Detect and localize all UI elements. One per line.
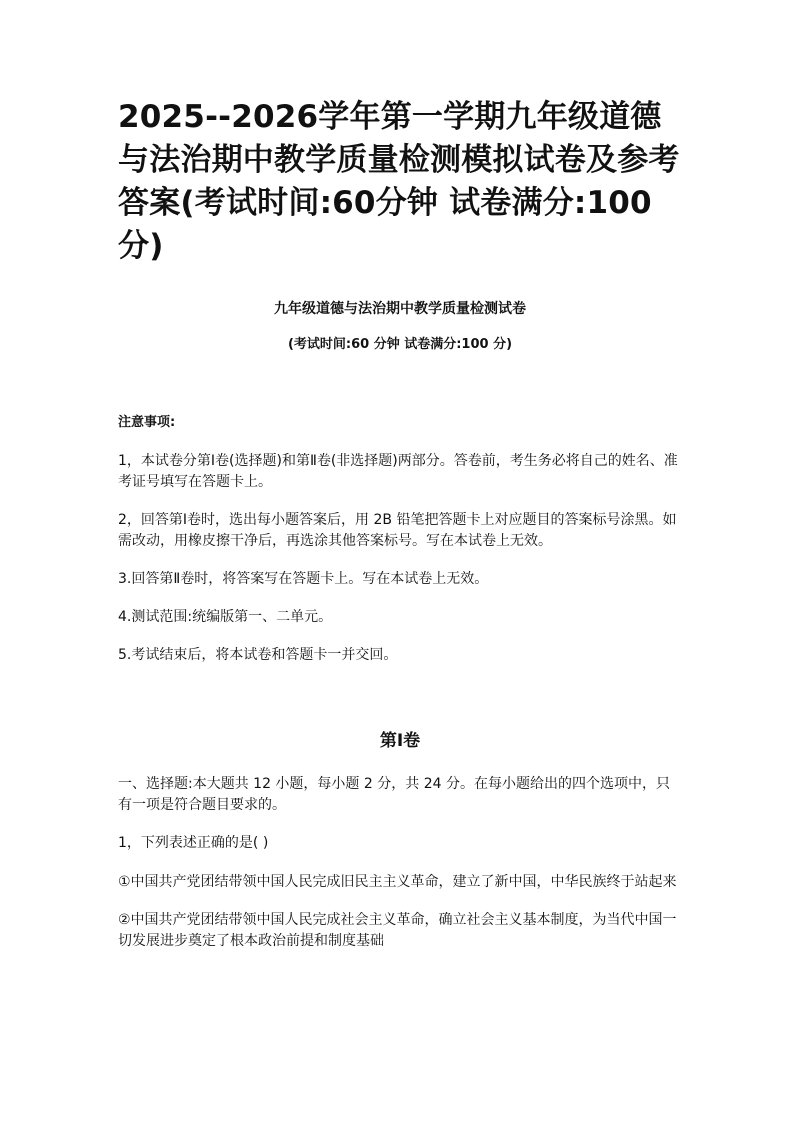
notice-item: 1，本试卷分第Ⅰ卷(选择题)和第Ⅱ卷(非选择题)两部分。答卷前，考生务必将自己的姓名、准考证号填写在答题卡上。 (118, 453, 678, 490)
question-option: ②中国共产党团结带领中国人民完成社会主义革命，确立社会主义基本制度，为当代中国一切发展进步奠定了根本政治前提和制度基础 (118, 912, 677, 949)
document-title: 2025--2026学年第一学期九年级道德与法治期中教学质量检测模拟试卷及参考答案(考试时间:60分钟 试卷满分:100分) (118, 99, 680, 264)
question-option: ①中国共产党团结带领中国人民完成旧民主主义革命，建立了新中国，中华民族终于站起来 (118, 874, 677, 890)
section-instructions: 一、选择题:本大题共 12 小题，每小题 2 分，共 24 分。在每小题给出的四个选项中，只有一项是符合题目要求的。 (118, 776, 670, 813)
notice-item: 3.回答第Ⅱ卷时，将答案写在答题卡上。写在本试卷上无效。 (118, 571, 489, 587)
notice-heading: 注意事项: (118, 415, 176, 430)
notice-item: 2，回答第Ⅰ卷时，选出每小题答案后，用 2B 铅笔把答题卡上对应题目的答案标号涂黑。如需改动，用橡皮擦干净后，再选涂其他答案标号。写在本试卷上无效。 (118, 512, 677, 549)
exam-time-info: (考试时间:60 分钟 试卷满分:100 分) (287, 337, 513, 352)
notice-item: 5.考试结束后，将本试卷和答题卡一并交回。 (118, 647, 398, 663)
exam-subtitle: 九年级道德与法治期中教学质量检测试卷 (274, 301, 526, 317)
notice-item: 4.测试范围:统编版第一、二单元。 (118, 609, 333, 625)
notice-list (118, 451, 682, 666)
section-title: 第Ⅰ卷 (379, 731, 421, 751)
question-stem: 1，下列表述正确的是( ) (118, 835, 269, 851)
